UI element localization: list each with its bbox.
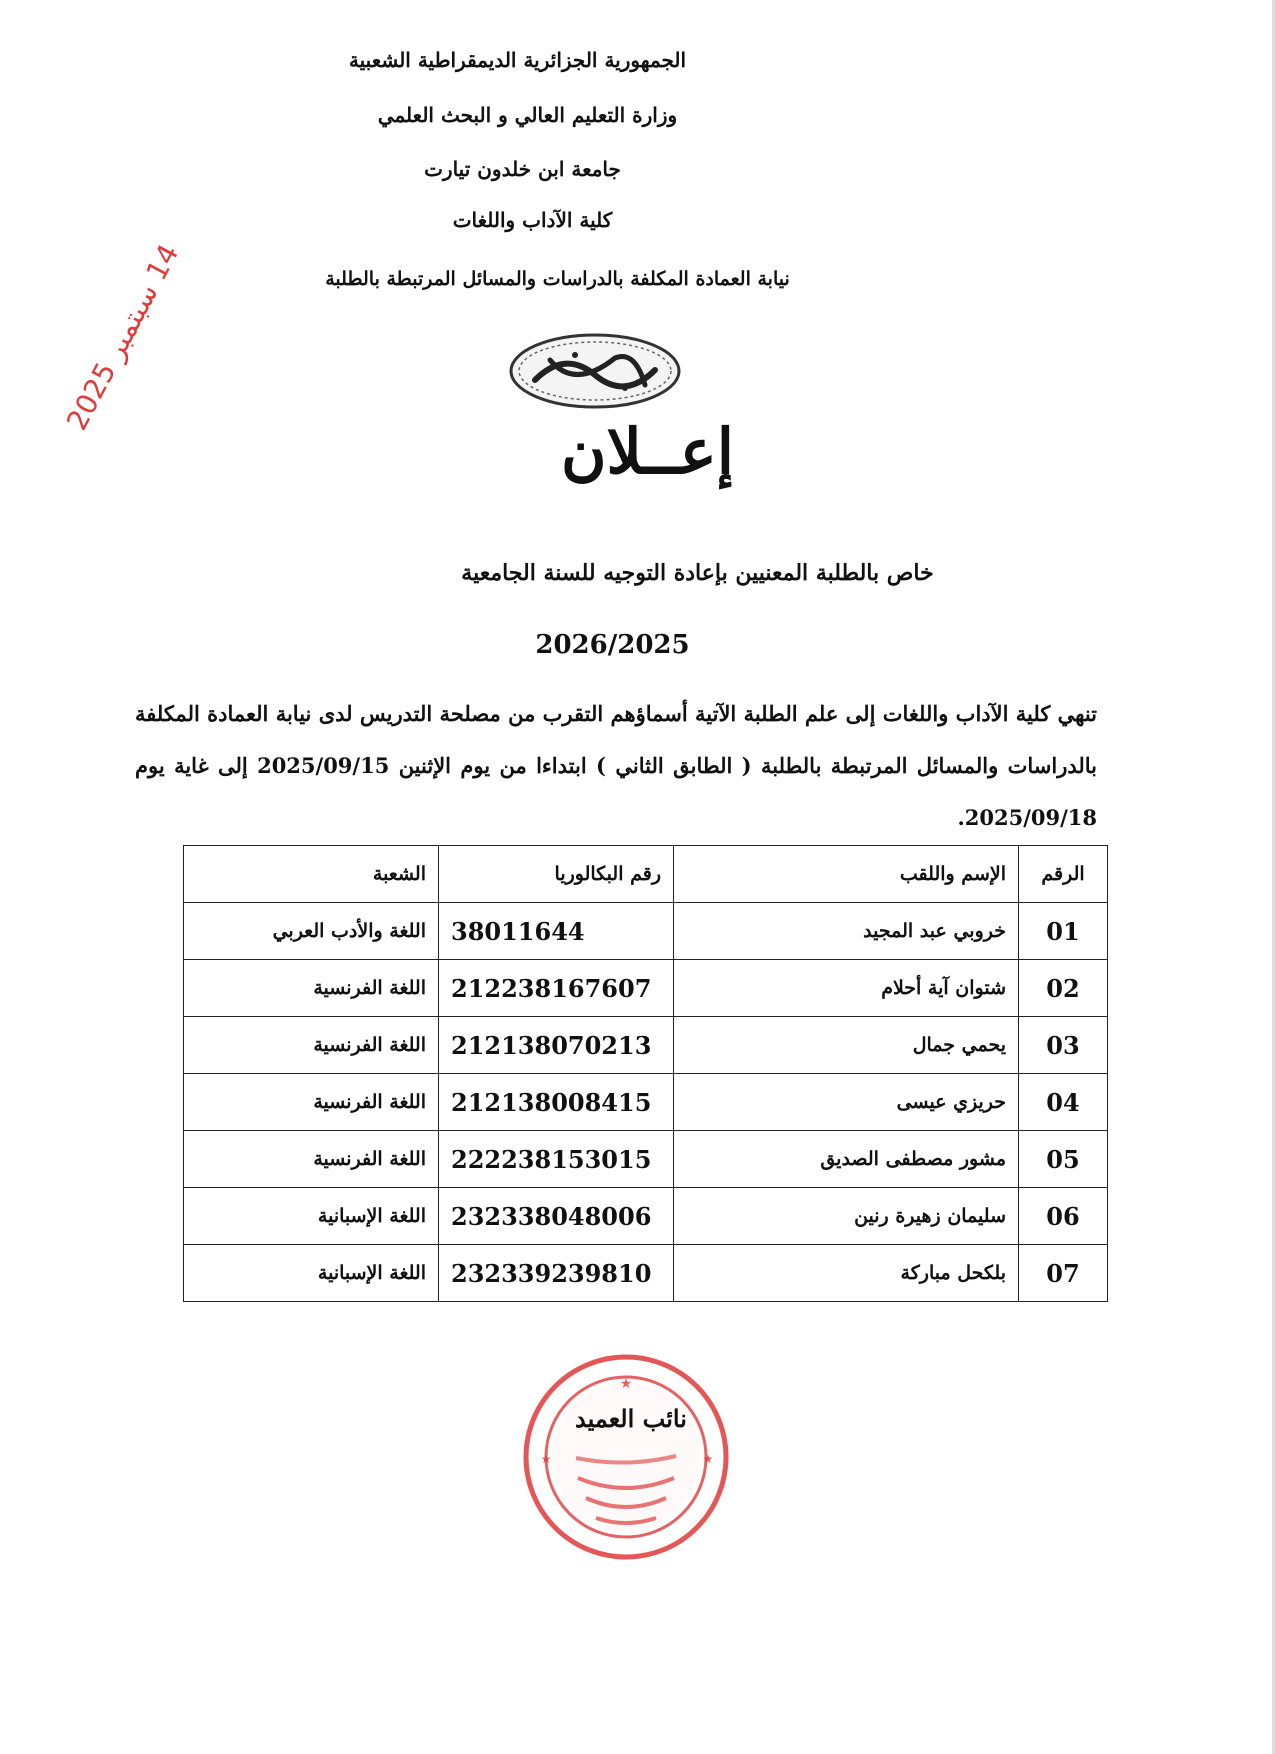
row-bac: 222238153015 (439, 1131, 674, 1188)
header-branch: الشعبة (184, 846, 439, 903)
row-name: شتوان آية أحلام (674, 960, 1019, 1017)
table-row (184, 1245, 1108, 1302)
row-name: بلكحل مباركة (674, 1245, 1019, 1302)
row-branch: اللغة والأدب العربي (184, 903, 439, 960)
table-row (184, 1017, 1108, 1074)
row-num: 03 (1019, 1017, 1108, 1074)
subject-text: خاص بالطلبة المعنيين بإعادة التوجيه للسنة الجامعية (461, 560, 934, 586)
svg-text:★: ★ (540, 1452, 552, 1466)
row-branch: اللغة الإسبانية (184, 1188, 439, 1245)
received-date-stamp: 14 سبتمبر 2025 (60, 238, 186, 436)
svg-text:★: ★ (702, 1452, 714, 1466)
row-bac: 232339239810 (439, 1245, 674, 1302)
announcement-body: تنهي كلية الآداب واللغات إلى علم الطلبة الآتية أسماؤهم التقرب من مصلحة التدريس لدى نيابة العمادة المكلفة بالدراسات والمسائل المرتبطة بالطلبة ( الطابق الثاني ) ابتداءا من يوم الإثنين 2025/09/15 إلى غاية يوم 2025/09/18. (135, 701, 1097, 830)
header-name: الإسم واللقب (674, 846, 1019, 903)
row-bac: 212138008415 (439, 1074, 674, 1131)
table-row (184, 960, 1108, 1017)
row-name: سليمان زهيرة رنين (674, 1188, 1019, 1245)
row-bac: 232338048006 (439, 1188, 674, 1245)
row-bac: 212238167607 (439, 960, 674, 1017)
academic-year (0, 630, 1275, 660)
row-name: مشور مصطفى الصديق (674, 1131, 1019, 1188)
official-seal (516, 1348, 736, 1566)
row-branch: اللغة الإسبانية (184, 1245, 439, 1302)
header-vice-deanship: نيابة العمادة المكلفة بالدراسات والمسائل المرتبطة بالطلبة (325, 268, 790, 290)
header-university: جامعة ابن خلدون تيارت (424, 157, 621, 181)
signer-title: نائب العميد (575, 1404, 687, 1433)
row-branch: اللغة الفرنسية (184, 1074, 439, 1131)
announcement-subject (0, 560, 1275, 586)
announcement-title: إعــلان (560, 415, 735, 488)
header-faculty: كلية الآداب واللغات (452, 208, 613, 232)
table-row (184, 1131, 1108, 1188)
university-logo (505, 330, 685, 412)
header-republic: الجمهورية الجزائرية الديمقراطية الشعبية (348, 48, 687, 72)
row-name: حريزي عيسى (674, 1074, 1019, 1131)
header-num: الرقم (1019, 846, 1108, 903)
row-num: 06 (1019, 1188, 1108, 1245)
row-name: يحمي جمال (674, 1017, 1019, 1074)
table-row (184, 903, 1108, 960)
table-row (184, 1074, 1108, 1131)
svg-text:★: ★ (619, 1376, 633, 1392)
table-row (184, 1188, 1108, 1245)
row-bac: 212138070213 (439, 1017, 674, 1074)
row-branch: اللغة الفرنسية (184, 1131, 439, 1188)
header-bac: رقم البكالوريا (439, 846, 674, 903)
row-num: 07 (1019, 1245, 1108, 1302)
students-table (183, 845, 1108, 1302)
row-num: 01 (1019, 903, 1108, 960)
row-num: 02 (1019, 960, 1108, 1017)
row-branch: اللغة الفرنسية (184, 960, 439, 1017)
row-branch: اللغة الفرنسية (184, 1017, 439, 1074)
row-num: 05 (1019, 1131, 1108, 1188)
academic-year-text: 2026/2025 (535, 630, 690, 660)
table-header-row (184, 846, 1108, 903)
row-name: خروبي عبد المجيد (674, 903, 1019, 960)
row-bac: 38011644 (439, 903, 674, 960)
row-num: 04 (1019, 1074, 1108, 1131)
header-ministry: وزارة التعليم العالي و البحث العلمي (377, 103, 678, 127)
